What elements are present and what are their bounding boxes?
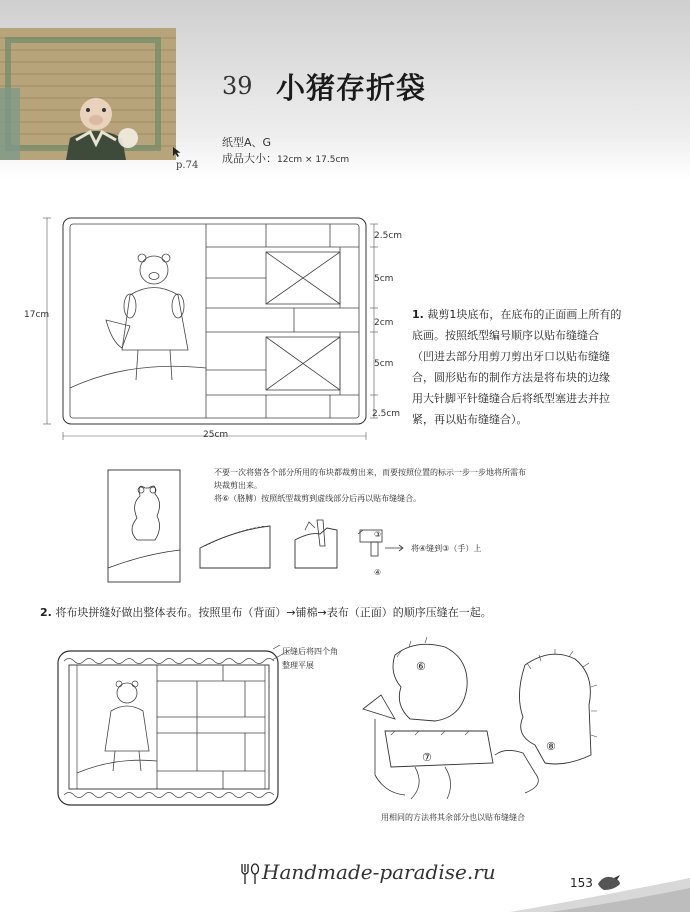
step1-line-2: 底画。按照纸型编号顺序以贴布缝缝合 [412,329,599,342]
step1-line-1: 1. 裁剪1块底布，在底布的正面画上所有的 [412,308,622,321]
size-value: 12cm × 17.5cm [277,155,350,165]
page-number: 153 [570,876,593,890]
cursor-arrow-icon [172,146,182,158]
layout-diagram [30,210,410,445]
step1-line-3: （凹进去部分用剪刀剪出牙口以贴布缝缝 [412,350,610,363]
right-dimension-4: 5cm [374,359,394,369]
finished-size [222,150,349,166]
height-dimension: 17cm [24,310,50,320]
note-line-2: 块裁剪出来。 [214,481,262,490]
right-dimension-1: 2.5cm [374,231,403,241]
sew-hand-label: 将④缝到③（手）上 [411,544,482,553]
pig-bag-photo-illustration [0,28,176,160]
step1-line-5: 用大针脚平针缝缝合后将纸型塞进去并拉 [412,392,610,405]
step2-number: 2. [40,606,52,619]
page-title: 小猪存折袋 [276,71,427,105]
width-dimension: 25cm [203,430,229,440]
bottom-caption: 用相同的方法将其余部分也以贴布缝缝合 [381,813,525,822]
pattern-label: 纸型A、G [222,136,272,149]
step1-instructions [412,304,682,430]
bird-icon [596,872,622,892]
applique-steps-diagram [355,635,615,805]
corner-note-line-1: 压缝后将四个角 [282,647,338,656]
part-8-label: ⑧ [546,740,556,753]
right-dimension-3: 2cm [374,318,394,328]
step2-text: 将布块拼缝好做出整体表布。按照里布（背面）→铺棉→表布（正面）的顺序压缝在一起。 [55,606,492,619]
piece-diagrams [105,468,405,583]
note-line-1: 不要一次将猪各个部分所用的布块都裁剪出来，而要按照位置的标示一步一步地将所需布 [214,468,526,477]
photo-page-ref: p.74 [176,160,199,171]
assembly-diagram [55,645,285,810]
part-3-label: ③ [374,530,382,539]
step1-number: 1. [412,308,424,321]
step2-instructions [40,604,680,620]
part-6-label: ⑥ [416,660,426,673]
part-7-label: ⑦ [422,751,432,764]
site-watermark: Handmade-paradise.ru [262,860,496,884]
corner-note-line-2: 整理平展 [282,661,314,670]
size-label: 成品大小： [222,152,277,165]
step1-line-4: 合，圆形贴布的制作方法是将布块的边缘 [412,371,610,384]
project-number: 39 [222,72,253,100]
part-4-label: ④ [374,568,382,577]
right-dimension-2: 5cm [374,274,394,284]
right-dimension-5: 2.5cm [372,409,401,419]
fork-spoon-logo-icon [236,860,262,886]
product-photo [0,28,176,160]
step1-line-6: 紧，再以贴布缝缝合）。 [412,413,528,426]
note-line-3: 将⑥（胳膊）按照纸型裁剪到虚线部分后再以贴布缝缝合。 [214,494,422,503]
